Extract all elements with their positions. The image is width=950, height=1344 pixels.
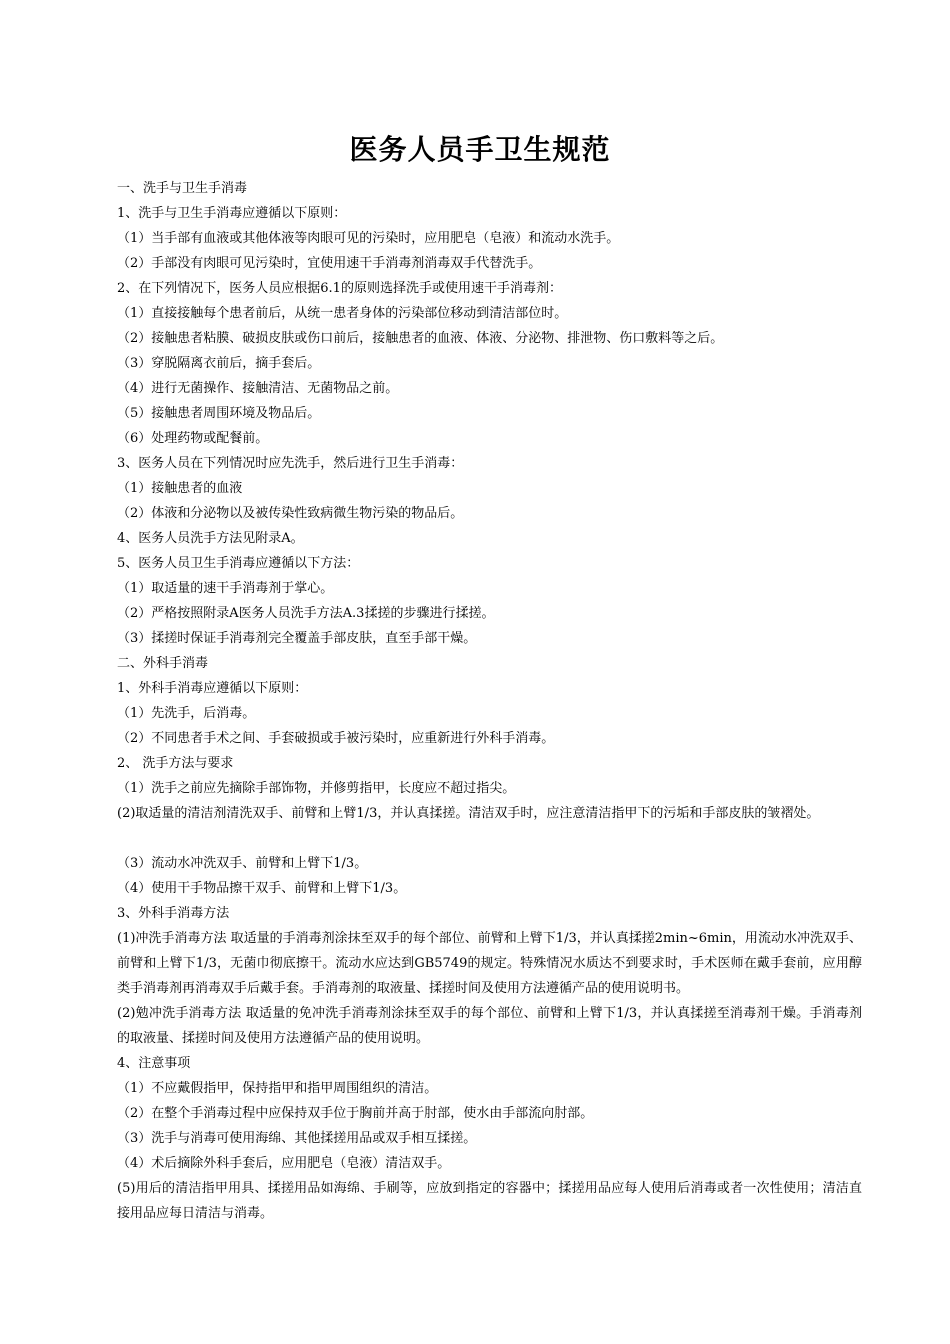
list-item: （3）揉搓时保证手消毒剂完全覆盖手部皮肤，直至手部干燥。 xyxy=(117,631,477,646)
rule-heading: 3、医务人员在下列情况时应先洗手，然后进行卫生手消毒： xyxy=(117,456,464,471)
rule-heading: 1、洗手与卫生手消毒应遵循以下原则： xyxy=(117,206,347,221)
list-item: （3）流动水冲洗双手、前臂和上臂下1/3。 xyxy=(117,856,368,871)
document-title: 医务人员手卫生规范 xyxy=(349,133,611,166)
list-item-paragraph: (2)勉冲洗手消毒方法 取适量的免冲洗手消毒剂涂抹至双手的每个部位、前臂和上臂下1/3，并认真揉搓至消毒剂干燥。手消毒剂的取液量、揉搓时间及使用方法遵循产品的使用说明。 xyxy=(117,1006,862,1046)
list-item: （4）术后摘除外科手套后，应用肥皂（皂液）清洁双手。 xyxy=(117,1156,451,1171)
list-item: （2）严格按照附录A医务人员洗手方法A.3揉搓的步骤进行揉搓。 xyxy=(117,606,495,621)
list-item-paragraph: (5)用后的清洁指甲用具、揉搓用品如海绵、手刷等，应放到指定的容器中；揉搓用品应每人使用后消毒或者一次性使用；清洁直接用品应每日清洁与消毒。 xyxy=(117,1181,862,1221)
document-body xyxy=(117,176,862,1226)
list-item-paragraph: (2)取适量的清洁剂清洗双手、前臂和上臂1/3，并认真揉搓。清洁双手时，应注意清洁指甲下的污垢和手部皮肤的皱褶处。 xyxy=(117,806,820,821)
rule-heading: 4、注意事项 xyxy=(117,1056,191,1071)
list-item: （1）洗手之前应先摘除手部饰物，并修剪指甲，长度应不超过指尖。 xyxy=(117,781,516,796)
list-item: （1）先洗手，后消毒。 xyxy=(117,706,256,721)
rule-heading: 3、外科手消毒方法 xyxy=(117,906,230,921)
section-heading: 一、洗手与卫生手消毒 xyxy=(117,181,248,196)
list-item: （2）接触患者粘膜、破损皮肤或伤口前后，接触患者的血液、体液、分泌物、排泄物、伤口敷料等之后。 xyxy=(117,331,724,346)
list-item-paragraph: (1)冲洗手消毒方法 取适量的手消毒剂涂抹至双手的每个部位、前臂和上臂下1/3，并认真揉搓2min~6min，用流动水冲洗双手、前臂和上臂下1/3，无菌巾彻底擦干。流动水应达到GB5749的规定。特殊情况水质达不到要求时，手术医师在戴手套前，应用醇类手消毒剂再消毒双手后戴手套。手消毒剂的取液量、揉搓时间及使用方法遵循产品的使用说明书。 xyxy=(117,931,862,996)
list-item: （1）取适量的速干手消毒剂于掌心。 xyxy=(117,581,334,596)
list-item: （1）当手部有血液或其他体液等肉眼可见的污染时，应用肥皂（皂液）和流动水洗手。 xyxy=(117,231,620,246)
list-item: （1）直接接触每个患者前后，从统一患者身体的污染部位移动到清洁部位时。 xyxy=(117,306,568,321)
rule-heading: 2、在下列情况下，医务人员应根据6.1的原则选择洗手或使用速干手消毒剂： xyxy=(117,281,562,296)
list-item: （2）在整个手消毒过程中应保持双手位于胸前并高于肘部，使水由手部流向肘部。 xyxy=(117,1106,594,1121)
rule-heading: 4、医务人员洗手方法见附录A。 xyxy=(117,531,304,546)
list-item: （1）接触患者的血液 xyxy=(117,481,243,496)
list-item: （5）接触患者周围环境及物品后。 xyxy=(117,406,321,421)
rule-heading: 2、 洗手方法与要求 xyxy=(117,756,234,771)
list-item: （3）洗手与消毒可使用海绵、其他揉搓用品或双手相互揉搓。 xyxy=(117,1131,477,1146)
rule-heading: 5、医务人员卫生手消毒应遵循以下方法： xyxy=(117,556,360,571)
list-item: （3）穿脱隔离衣前后，摘手套后。 xyxy=(117,356,321,371)
list-item: （4）使用干手物品擦干双手、前臂和上臂下1/3。 xyxy=(117,881,407,896)
list-item: （4）进行无菌操作、接触清洁、无菌物品之前。 xyxy=(117,381,399,396)
rule-heading: 1、外科手消毒应遵循以下原则： xyxy=(117,681,308,696)
list-item: （2）手部没有肉眼可见污染时，宜使用速干手消毒剂消毒双手代替洗手。 xyxy=(117,256,542,271)
section-heading: 二、外科手消毒 xyxy=(117,656,209,671)
list-item: （2）不同患者手术之间、手套破损或手被污染时，应重新进行外科手消毒。 xyxy=(117,731,555,746)
list-item: （6）处理药物或配餐前。 xyxy=(117,431,269,446)
list-item: （2）体液和分泌物以及被传染性致病微生物污染的物品后。 xyxy=(117,506,464,521)
list-item: （1）不应戴假指甲，保持指甲和指甲周围组织的清洁。 xyxy=(117,1081,438,1096)
